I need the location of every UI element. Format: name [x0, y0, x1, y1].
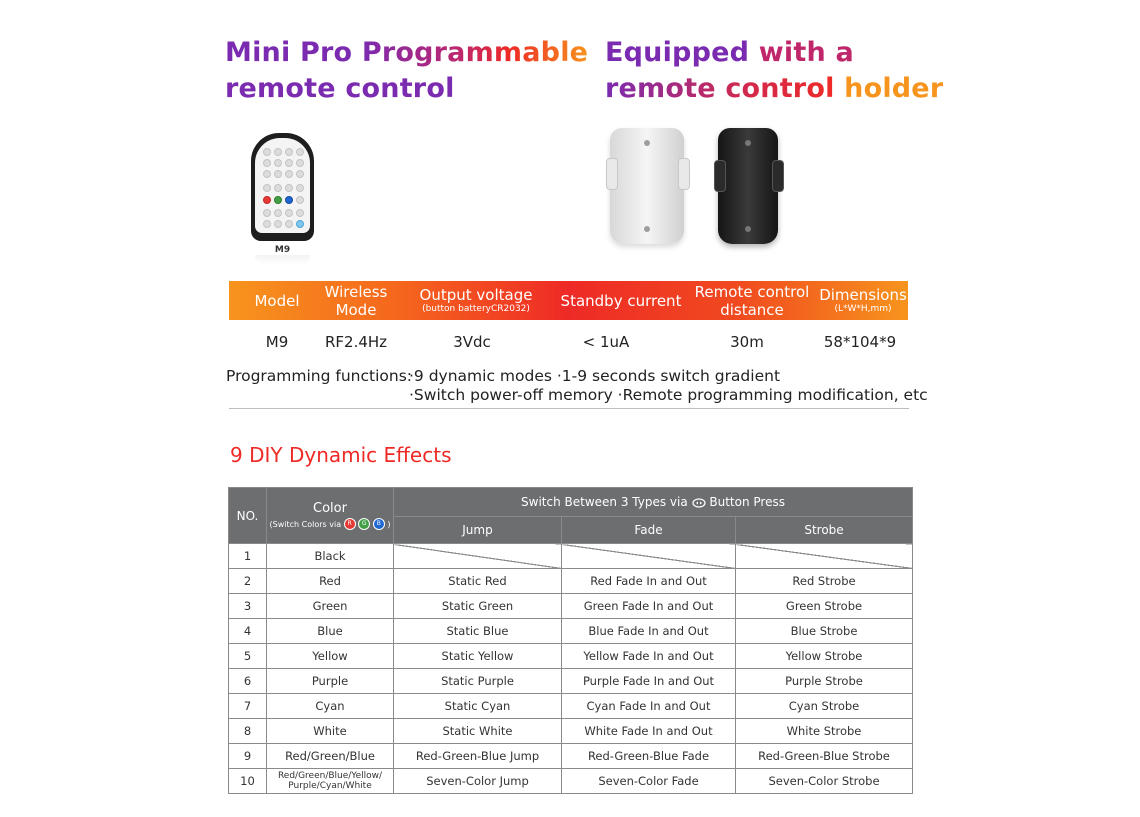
headline-right-word-equipped: Equipped: [605, 37, 750, 68]
row-jump: Static White: [394, 719, 562, 744]
holder-black-image: [718, 128, 778, 244]
button-press-icon: [692, 498, 706, 508]
headline-left-word-mini-pro: Mini Pro: [225, 37, 353, 68]
row-no: 8: [229, 719, 267, 744]
row-no: 2: [229, 569, 267, 594]
table-row: [229, 669, 913, 694]
row-fade: Purple Fade In and Out: [562, 669, 736, 694]
headline-right-line2: [605, 71, 943, 107]
row-strobe: Green Strobe: [736, 594, 913, 619]
remote-face: [255, 138, 310, 233]
table-row: [229, 744, 913, 769]
row-color-multi: Red/Green/Blue/Yellow/ Purple/Cyan/White: [267, 769, 394, 794]
row-color: Red/Green/Blue: [267, 744, 394, 769]
header-color-sub: (Switch Colors via R G B ): [269, 519, 391, 529]
row-fade: Red Fade In and Out: [562, 569, 736, 594]
spec-value-wireless: RF2.4Hz: [324, 333, 388, 351]
headline-right-word-remote-control: remote control: [605, 73, 835, 104]
headline-left-line1: [225, 35, 588, 71]
spec-header-output: Output voltage (button batteryCR2032): [419, 286, 533, 314]
effects-table: [228, 487, 912, 793]
row-strobe: Purple Strobe: [736, 669, 913, 694]
programming-functions-line1: ·9 dynamic modes ·1-9 seconds switch gradient: [409, 367, 781, 385]
spec-value-standby: < 1uA: [582, 333, 630, 351]
headline-left: [225, 35, 588, 107]
row-jump: Seven-Color Jump: [394, 769, 562, 794]
effects-section-title: 9 DIY Dynamic Effects: [230, 443, 452, 467]
row-no: 6: [229, 669, 267, 694]
row-color: Cyan: [267, 694, 394, 719]
row-jump: Static Blue: [394, 619, 562, 644]
row-color: Yellow: [267, 644, 394, 669]
header-color-label: Color: [313, 500, 347, 516]
red-dot-icon: R: [344, 518, 356, 530]
remote-model-label: M9: [274, 245, 291, 255]
table-row: [229, 594, 913, 619]
row-strobe: Seven-Color Strobe: [736, 769, 913, 794]
table-row: [229, 544, 913, 569]
spec-header-model: Model: [254, 291, 300, 310]
row-no: 9: [229, 744, 267, 769]
headline-right-word-with-a: with a: [758, 37, 854, 68]
headline-right: [605, 35, 943, 107]
row-jump: Static Purple: [394, 669, 562, 694]
row-fade: Red-Green-Blue Fade: [562, 744, 736, 769]
spec-value-output: 3Vdc: [453, 333, 491, 351]
spec-header-standby: Standby current: [560, 291, 682, 310]
header-switch-types: Switch Between 3 Types via Button Press: [394, 488, 913, 517]
row-no: 10: [229, 769, 267, 794]
row-strobe: Yellow Strobe: [736, 644, 913, 669]
row-no: 4: [229, 619, 267, 644]
headline-right-line1: [605, 35, 943, 71]
row-strobe: Cyan Strobe: [736, 694, 913, 719]
row-strobe: White Strobe: [736, 719, 913, 744]
programming-functions-line2: ·Switch power-off memory ·Remote programming modification, etc: [409, 386, 928, 404]
row-jump: Static Red: [394, 569, 562, 594]
row-no: 7: [229, 694, 267, 719]
table-row: [229, 569, 913, 594]
header-strobe: Strobe: [736, 517, 913, 544]
row-fade: Blue Fade In and Out: [562, 619, 736, 644]
section-divider: [229, 408, 909, 409]
spec-header-bar: [229, 281, 908, 320]
spec-value-dimensions: 58*104*9: [823, 333, 897, 351]
row-fade: Cyan Fade In and Out: [562, 694, 736, 719]
header-no: NO.: [229, 488, 267, 544]
row-color: Red: [267, 569, 394, 594]
row-fade: Green Fade In and Out: [562, 594, 736, 619]
spec-header-wireless: Wireless Mode: [324, 282, 388, 319]
spec-value-distance: 30m: [730, 333, 764, 351]
row-jump: Red-Green-Blue Jump: [394, 744, 562, 769]
header-jump: Jump: [394, 517, 562, 544]
table-row: [229, 769, 913, 794]
green-dot-icon: G: [358, 518, 370, 530]
header-fade: Fade: [562, 517, 736, 544]
row-strobe: Red Strobe: [736, 569, 913, 594]
table-row: [229, 619, 913, 644]
headline-left-line2: remote control: [225, 73, 455, 104]
row-strobe: Blue Strobe: [736, 619, 913, 644]
spec-header-distance: Remote control distance: [694, 282, 810, 319]
headline-right-word-holder: holder: [844, 73, 944, 104]
row-jump: Static Yellow: [394, 644, 562, 669]
table-row: [229, 719, 913, 744]
row-fade: White Fade In and Out: [562, 719, 736, 744]
row-no: 5: [229, 644, 267, 669]
spec-value-model: M9: [265, 333, 289, 351]
header-color: [267, 488, 394, 544]
spec-header-dimensions: Dimensions (L*W*H,mm): [819, 286, 907, 314]
row-strobe: Red-Green-Blue Strobe: [736, 744, 913, 769]
table-row: [229, 694, 913, 719]
row-jump: Static Cyan: [394, 694, 562, 719]
row-color: Black: [267, 544, 394, 569]
row-jump-empty: [394, 544, 562, 569]
row-strobe-empty: [736, 544, 913, 569]
row-color: Green: [267, 594, 394, 619]
holder-white-image: [610, 128, 684, 244]
row-fade: Yellow Fade In and Out: [562, 644, 736, 669]
remote-reflection: [255, 255, 310, 265]
row-fade: Seven-Color Fade: [562, 769, 736, 794]
headline-left-word-programmable: Programmable: [361, 37, 589, 68]
row-color: Purple: [267, 669, 394, 694]
row-color: White: [267, 719, 394, 744]
row-jump: Static Green: [394, 594, 562, 619]
row-fade-empty: [562, 544, 736, 569]
row-color: Blue: [267, 619, 394, 644]
row-no: 3: [229, 594, 267, 619]
table-row: [229, 644, 913, 669]
remote-control-image: [251, 133, 314, 255]
programming-functions-label: Programming functions:: [226, 367, 413, 385]
blue-dot-icon: B: [373, 518, 385, 530]
row-no: 1: [229, 544, 267, 569]
